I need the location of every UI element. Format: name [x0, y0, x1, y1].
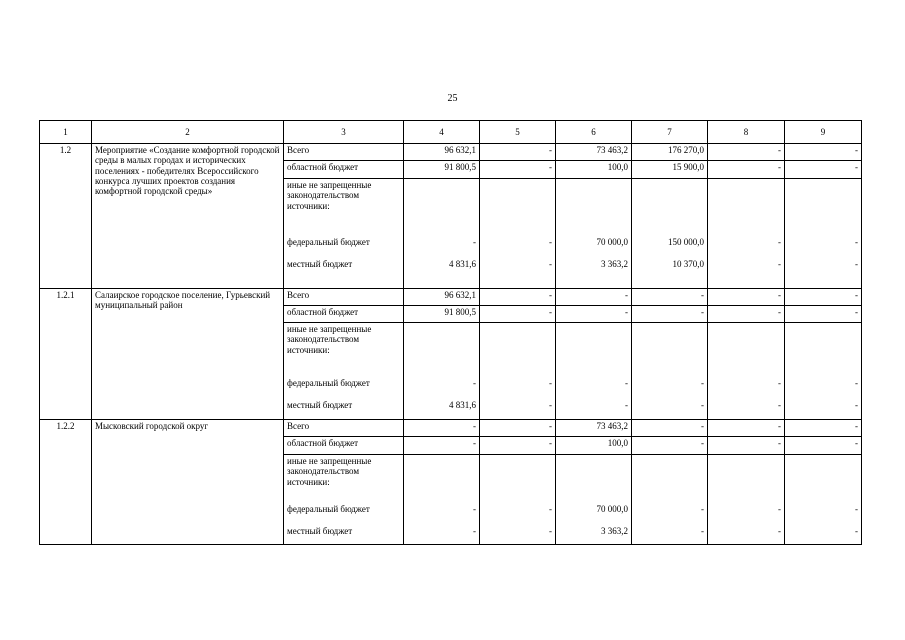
row-code: 1.2.2: [40, 420, 92, 545]
value-cell: [556, 179, 632, 236]
value-cell: 100,0: [556, 437, 632, 455]
value-cell: [404, 179, 480, 236]
value-cell: -: [556, 399, 632, 420]
value-cell: -: [556, 306, 632, 323]
value-cell: [632, 455, 708, 503]
value-cell: -: [708, 236, 785, 258]
value-cell: [404, 323, 480, 377]
value-cell: 176 270,0: [632, 144, 708, 161]
value-cell: -: [785, 236, 862, 258]
value-cell: 4 831,6: [404, 258, 480, 289]
table-header: [40, 121, 862, 144]
row-code: 1.2: [40, 144, 92, 289]
value-cell: 10 370,0: [632, 258, 708, 289]
value-cell: [556, 455, 632, 503]
header-cell: 8: [708, 121, 785, 144]
value-cell: -: [404, 420, 480, 437]
section-1-2: [40, 144, 862, 289]
source-cell: местный бюджет: [284, 399, 404, 420]
value-cell: -: [708, 503, 785, 525]
row-name: Мысковский городской округ: [92, 420, 284, 545]
value-cell: -: [785, 258, 862, 289]
header-cell: 4: [404, 121, 480, 144]
value-cell: -: [404, 525, 480, 545]
value-cell: -: [632, 306, 708, 323]
value-cell: -: [480, 399, 556, 420]
source-cell: иные не запрещенные законодательством источники:: [284, 455, 404, 503]
value-cell: [480, 455, 556, 503]
value-cell: -: [480, 258, 556, 289]
value-cell: -: [708, 525, 785, 545]
source-cell: местный бюджет: [284, 258, 404, 289]
value-cell: -: [785, 161, 862, 179]
header-cell: 5: [480, 121, 556, 144]
value-cell: -: [480, 161, 556, 179]
value-cell: -: [708, 161, 785, 179]
row-name: Салаирское городское поселение, Гурьевский муниципальный район: [92, 289, 284, 420]
value-cell: [708, 179, 785, 236]
value-cell: -: [708, 144, 785, 161]
table-row: [40, 420, 862, 437]
header-cell: 3: [284, 121, 404, 144]
value-cell: -: [480, 437, 556, 455]
value-cell: -: [480, 377, 556, 399]
header-cell: 1: [40, 121, 92, 144]
value-cell: [480, 323, 556, 377]
value-cell: -: [708, 289, 785, 306]
value-cell: -: [785, 377, 862, 399]
value-cell: -: [480, 525, 556, 545]
source-cell: иные не запрещенные законодательством источники:: [284, 179, 404, 236]
budget-table: [39, 120, 862, 545]
source-cell: федеральный бюджет: [284, 503, 404, 525]
value-cell: 73 463,2: [556, 420, 632, 437]
header-cell: 2: [92, 121, 284, 144]
header-cell: 9: [785, 121, 862, 144]
value-cell: 96 632,1: [404, 289, 480, 306]
source-cell: Всего: [284, 144, 404, 161]
value-cell: -: [785, 525, 862, 545]
value-cell: -: [632, 503, 708, 525]
source-cell: местный бюджет: [284, 525, 404, 545]
value-cell: 3 363,2: [556, 258, 632, 289]
table-row: [40, 144, 862, 161]
value-cell: -: [785, 144, 862, 161]
value-cell: [404, 455, 480, 503]
value-cell: [556, 323, 632, 377]
value-cell: 100,0: [556, 161, 632, 179]
value-cell: -: [785, 306, 862, 323]
value-cell: [632, 323, 708, 377]
source-cell: федеральный бюджет: [284, 236, 404, 258]
value-cell: 150 000,0: [632, 236, 708, 258]
value-cell: 91 800,5: [404, 161, 480, 179]
header-cell: 6: [556, 121, 632, 144]
value-cell: -: [480, 289, 556, 306]
value-cell: -: [785, 437, 862, 455]
row-code: 1.2.1: [40, 289, 92, 420]
value-cell: -: [404, 377, 480, 399]
value-cell: 70 000,0: [556, 503, 632, 525]
value-cell: -: [708, 306, 785, 323]
value-cell: -: [785, 420, 862, 437]
page-number: 25: [447, 93, 458, 104]
value-cell: -: [785, 289, 862, 306]
source-cell: Всего: [284, 420, 404, 437]
value-cell: -: [708, 258, 785, 289]
value-cell: -: [480, 144, 556, 161]
value-cell: -: [785, 399, 862, 420]
value-cell: [785, 179, 862, 236]
value-cell: [785, 455, 862, 503]
value-cell: 96 632,1: [404, 144, 480, 161]
value-cell: 73 463,2: [556, 144, 632, 161]
value-cell: [708, 455, 785, 503]
value-cell: -: [632, 525, 708, 545]
value-cell: [708, 323, 785, 377]
value-cell: -: [708, 437, 785, 455]
value-cell: -: [556, 289, 632, 306]
value-cell: -: [480, 420, 556, 437]
value-cell: [785, 323, 862, 377]
value-cell: 3 363,2: [556, 525, 632, 545]
value-cell: -: [632, 377, 708, 399]
section-1-2-1: [40, 289, 862, 420]
table-row: [40, 289, 862, 306]
value-cell: -: [480, 236, 556, 258]
source-cell: Всего: [284, 289, 404, 306]
value-cell: -: [632, 437, 708, 455]
header-cell: 7: [632, 121, 708, 144]
value-cell: -: [708, 377, 785, 399]
value-cell: -: [404, 236, 480, 258]
section-1-2-2: [40, 420, 862, 545]
value-cell: [632, 179, 708, 236]
value-cell: -: [480, 306, 556, 323]
value-cell: -: [632, 399, 708, 420]
row-name: Мероприятие «Создание комфортной городской среды в малых городах и исторических поселениях - победителях Всероссийского конкурса лучших проектов создания комфортной городской среды»: [92, 144, 284, 289]
value-cell: 4 831,6: [404, 399, 480, 420]
header-row: [40, 121, 862, 144]
value-cell: 15 900,0: [632, 161, 708, 179]
value-cell: [480, 179, 556, 236]
source-cell: областной бюджет: [284, 437, 404, 455]
source-cell: областной бюджет: [284, 306, 404, 323]
value-cell: -: [708, 399, 785, 420]
value-cell: -: [404, 437, 480, 455]
value-cell: -: [556, 377, 632, 399]
value-cell: -: [404, 503, 480, 525]
source-cell: иные не запрещенные законодательством источники:: [284, 323, 404, 377]
source-cell: областной бюджет: [284, 161, 404, 179]
value-cell: -: [632, 289, 708, 306]
value-cell: -: [785, 503, 862, 525]
value-cell: -: [632, 420, 708, 437]
value-cell: 70 000,0: [556, 236, 632, 258]
value-cell: -: [480, 503, 556, 525]
source-cell: федеральный бюджет: [284, 377, 404, 399]
value-cell: 91 800,5: [404, 306, 480, 323]
value-cell: -: [708, 420, 785, 437]
